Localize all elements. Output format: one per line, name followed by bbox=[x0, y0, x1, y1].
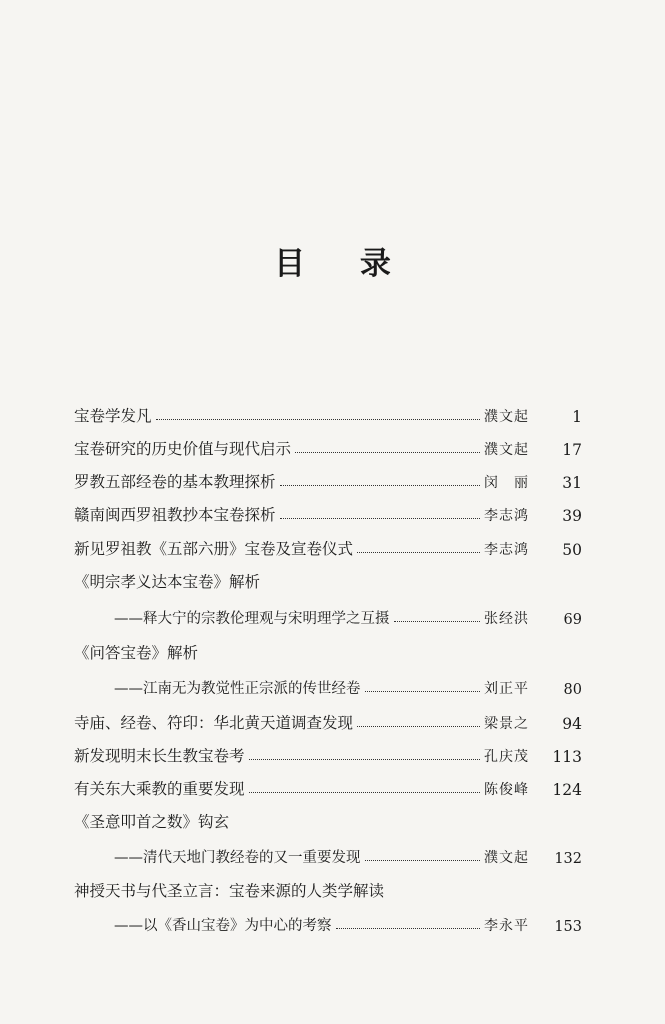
entry-title: 《圣意叩首之数》钩玄 bbox=[74, 813, 230, 831]
toc-entry[interactable] bbox=[74, 433, 582, 459]
entry-author: 张经洪 bbox=[484, 611, 529, 627]
entry-page: 113 bbox=[552, 748, 582, 766]
toc-entry-heading[interactable] bbox=[74, 875, 582, 901]
entry-author: 梁景之 bbox=[484, 716, 529, 732]
leader-dots bbox=[280, 518, 480, 519]
page-title: 目 录 bbox=[274, 246, 413, 282]
entry-title: 神授天书与代圣立言：宝卷来源的人类学解读 bbox=[74, 882, 385, 900]
entry-title: 新发现明末长生教宝卷考 bbox=[74, 747, 245, 765]
entry-author: 李永平 bbox=[484, 918, 529, 934]
entry-page: 153 bbox=[554, 919, 582, 935]
entry-author: 濮文起 bbox=[484, 442, 529, 458]
entry-title: 《明宗孝义达本宝卷》解析 bbox=[74, 573, 261, 591]
toc-entry[interactable] bbox=[74, 773, 582, 799]
entry-title: 赣南闽西罗祖教抄本宝卷探析 bbox=[74, 506, 276, 524]
toc-entry[interactable] bbox=[74, 707, 582, 733]
leader-dots bbox=[357, 552, 480, 553]
leader-dots bbox=[394, 621, 481, 622]
leader-dots bbox=[156, 419, 480, 420]
entry-author: 刘正平 bbox=[484, 681, 529, 697]
entry-page: 17 bbox=[562, 441, 582, 459]
entry-title: 有关东大乘教的重要发现 bbox=[74, 780, 245, 798]
entry-title: 寺庙、经卷、符印：华北黄天道调查发现 bbox=[74, 714, 354, 732]
entry-title: 新见罗祖教《五部六册》宝卷及宣卷仪式 bbox=[74, 540, 354, 558]
toc-entry-subtitle[interactable] bbox=[74, 909, 582, 935]
leader-dots bbox=[357, 726, 480, 727]
entry-title: 罗教五部经卷的基本教理探析 bbox=[74, 473, 276, 491]
entry-author: 濮文起 bbox=[484, 850, 529, 866]
entry-page: 124 bbox=[552, 781, 582, 799]
leader-dots bbox=[336, 928, 481, 929]
leader-dots bbox=[280, 485, 480, 486]
entry-author: 闵 丽 bbox=[484, 475, 529, 491]
entry-title: 宝卷研究的历史价值与现代启示 bbox=[74, 440, 292, 458]
entry-author: 李志鸿 bbox=[484, 508, 529, 524]
entry-page: 39 bbox=[562, 507, 582, 525]
entry-author: 陈俊峰 bbox=[484, 782, 529, 798]
toc-entry[interactable] bbox=[74, 499, 582, 525]
toc-entry[interactable] bbox=[74, 533, 582, 559]
entry-title: 宝卷学发凡 bbox=[74, 407, 152, 425]
toc-entry[interactable] bbox=[74, 400, 582, 426]
entry-page: 69 bbox=[563, 612, 582, 628]
leader-dots bbox=[249, 792, 480, 793]
toc-entry[interactable] bbox=[74, 740, 582, 766]
entry-page: 80 bbox=[563, 682, 582, 698]
entry-subtitle: ——以《香山宝卷》为中心的考察 bbox=[114, 918, 332, 934]
toc-entry-subtitle[interactable] bbox=[74, 672, 582, 698]
entry-author: 孔庆茂 bbox=[484, 749, 529, 765]
toc-entry-heading[interactable] bbox=[74, 806, 582, 832]
leader-dots bbox=[249, 759, 480, 760]
toc-entry-heading[interactable] bbox=[74, 566, 582, 592]
entry-subtitle: ——释大宁的宗教伦理观与宋明理学之互摄 bbox=[114, 611, 390, 627]
toc-entry-heading[interactable] bbox=[74, 637, 582, 663]
entry-subtitle: ——江南无为教觉性正宗派的传世经卷 bbox=[114, 681, 361, 697]
entry-page: 94 bbox=[562, 715, 582, 733]
entry-page: 1 bbox=[572, 408, 582, 426]
leader-dots bbox=[295, 452, 480, 453]
entry-page: 50 bbox=[562, 541, 582, 559]
toc-entry-subtitle[interactable] bbox=[74, 841, 582, 867]
leader-dots bbox=[365, 691, 481, 692]
toc-entry[interactable] bbox=[74, 466, 582, 492]
entry-subtitle: ——清代天地门教经卷的又一重要发现 bbox=[114, 850, 361, 866]
leader-dots bbox=[365, 860, 481, 861]
entry-page: 132 bbox=[554, 851, 582, 867]
entry-page: 31 bbox=[562, 474, 582, 492]
toc-entry-subtitle[interactable] bbox=[74, 602, 582, 628]
entry-author: 濮文起 bbox=[484, 409, 529, 425]
entry-title: 《问答宝卷》解析 bbox=[74, 644, 199, 662]
entry-author: 李志鸿 bbox=[484, 542, 529, 558]
